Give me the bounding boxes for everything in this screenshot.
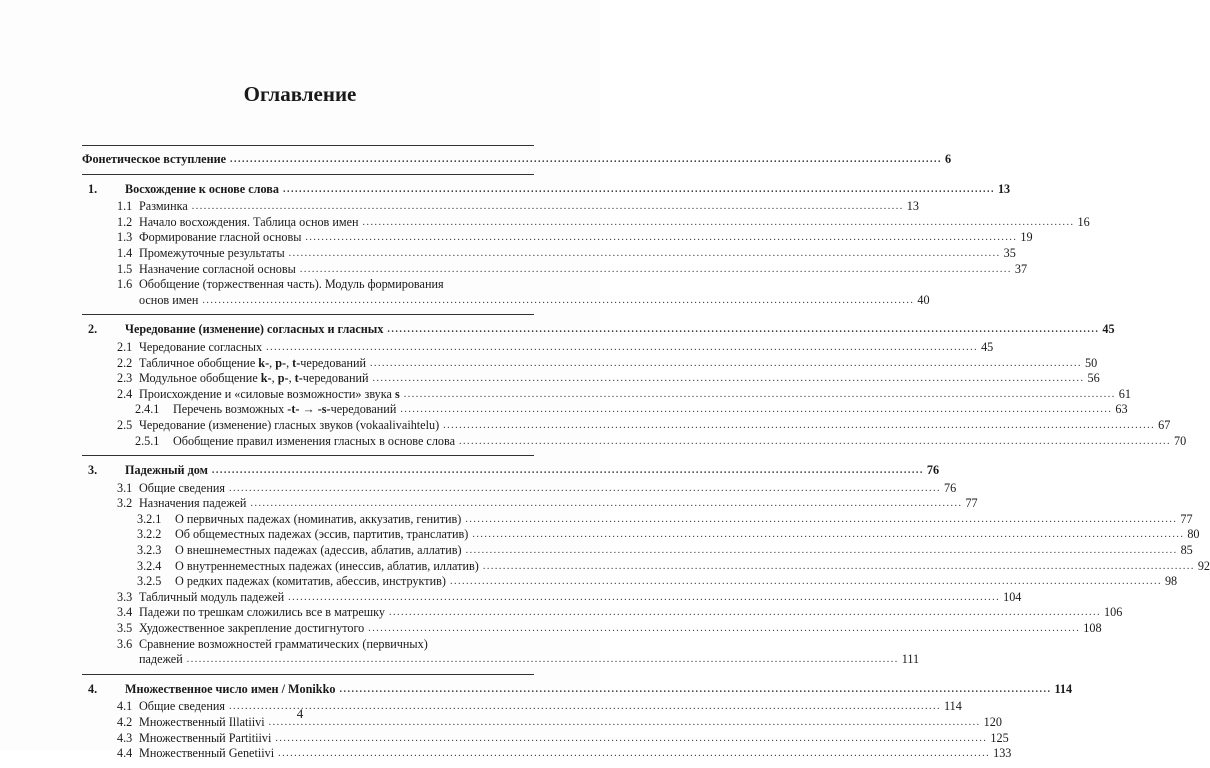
toc-section <box>82 314 1187 455</box>
dot-leader <box>192 199 904 215</box>
dot-leader <box>229 481 941 497</box>
entry-page-number <box>1144 637 1147 653</box>
entry-title-part: чередований <box>300 355 367 370</box>
entry-page-number: 104 <box>1003 589 1022 604</box>
entry-title-part: Фонетическое вступление <box>82 152 227 166</box>
entry-title-bold-part: s <box>394 386 400 401</box>
entry-page-number: 133 <box>993 746 1012 761</box>
indent <box>82 652 139 668</box>
toc-entry[interactable] <box>82 386 1131 403</box>
dot-leader <box>202 293 914 309</box>
entry-title-part: , <box>286 355 293 370</box>
toc-entry[interactable] <box>82 543 1193 559</box>
entry-title <box>139 356 370 372</box>
dot-leader <box>363 215 1075 231</box>
entry-title-part: Сравнение возможностей грамматических (первичных) <box>139 636 428 651</box>
dot-leader <box>300 262 1012 278</box>
entry-page-number: 16 <box>1077 214 1090 229</box>
entry-title <box>139 605 389 621</box>
dot-leader <box>289 246 1001 262</box>
entry-title-part: Чередование (изменение) гласных звуков (vokaalivaihtelu) <box>139 417 440 432</box>
entry-number: 3.1 <box>117 480 133 495</box>
dot-leader <box>389 605 1101 621</box>
toc-entry-continuation[interactable] <box>82 292 930 309</box>
entry-title <box>173 434 459 450</box>
toc-entry[interactable] <box>82 214 1090 231</box>
entry-page-number: 6 <box>945 152 952 166</box>
entry-number: 3. <box>88 463 98 478</box>
toc-entry[interactable] <box>82 480 957 497</box>
entry-page-number: 114 <box>943 699 962 714</box>
entry-page-number: 45 <box>981 339 994 354</box>
entry-title-bold-part: p- <box>275 355 287 370</box>
toc-entry[interactable] <box>82 355 1098 372</box>
toc-entry[interactable] <box>82 637 534 653</box>
entry-title <box>139 590 288 606</box>
dot-leader <box>443 418 1155 434</box>
toc-entry[interactable] <box>82 605 1123 621</box>
entry-title <box>125 463 212 479</box>
entry-number: 4.2 <box>117 715 133 729</box>
entry-page-number: 76 <box>926 463 940 478</box>
entry-title <box>139 340 266 356</box>
entry-title <box>175 574 450 590</box>
entry-title-part: Чередование согласных <box>139 339 263 354</box>
entry-title-part: Происхождение и «силовые возможности» звука <box>139 386 395 401</box>
entry-title-part: , <box>269 355 276 370</box>
entry-title-part: Множественный Partitiivi <box>139 730 272 745</box>
entry-title-part: Общие сведения <box>139 480 225 495</box>
toc-entry[interactable] <box>82 730 1009 747</box>
entry-page-number: 106 <box>1104 605 1123 620</box>
entry-title-part: Разминка <box>139 199 188 214</box>
entry-title <box>139 215 363 231</box>
page-number: 4 <box>296 706 304 721</box>
toc-section <box>82 145 952 174</box>
dot-leader <box>230 152 942 168</box>
entry-title <box>139 637 432 653</box>
dot-leader <box>283 182 995 198</box>
entry-page-number: 125 <box>990 730 1009 745</box>
toc-entry[interactable] <box>82 433 1187 450</box>
entry-number: 4.4 <box>117 746 133 761</box>
entry-title-part: О первичных падежах (номинатив, аккузатив, генитив) <box>175 511 462 526</box>
entry-page-number: 40 <box>917 292 930 307</box>
entry-page-number: 67 <box>1158 417 1171 432</box>
entry-number: 4.3 <box>117 730 133 745</box>
toc-entry[interactable] <box>82 245 1016 262</box>
entry-title-part: Формирование гласной основы <box>139 230 302 245</box>
dot-leader <box>212 463 924 479</box>
entry-title <box>125 322 387 338</box>
entry-title-bold-part: p- <box>277 371 289 386</box>
dot-leader <box>305 230 1017 246</box>
dot-leader <box>404 387 1116 403</box>
entry-title <box>175 527 472 543</box>
entry-number: 1.6 <box>117 277 133 292</box>
toc-entry[interactable] <box>82 621 1102 637</box>
entry-number: 2.4 <box>117 386 133 401</box>
entry-title-part: Обобщение правил изменения гласных в основе слова <box>173 433 456 448</box>
entry-page-number: 108 <box>1083 621 1102 636</box>
entry-title-bold-part: -t- <box>287 402 300 417</box>
entry-title-part: О редких падежах (комитатив, абессив, инструктив) <box>175 574 446 589</box>
entry-page-number: 50 <box>1085 355 1098 370</box>
dot-leader <box>400 402 1112 418</box>
entry-title-part: Падежный дом <box>125 463 208 478</box>
entry-title <box>139 731 275 747</box>
entry-title-bold-part: -s- <box>317 402 331 417</box>
entry-title-bold-part: k- <box>260 371 272 386</box>
dot-leader <box>266 340 978 356</box>
toc-entry[interactable] <box>82 230 1033 246</box>
entry-title <box>125 182 283 198</box>
toc-entry[interactable] <box>82 339 994 356</box>
entry-number: 1.4 <box>117 245 133 260</box>
entry-number: 1.3 <box>117 230 133 245</box>
entry-number: 1.2 <box>117 214 133 229</box>
entry-title <box>139 371 373 387</box>
entry-title <box>139 481 229 497</box>
dot-leader <box>373 371 1085 387</box>
entry-title-bold-part: k- <box>258 355 270 370</box>
toc-entry[interactable] <box>82 322 1115 338</box>
entry-title-part: О внешнеместных падежах (адессив, аблатив, аллатив) <box>175 543 462 558</box>
entry-title-part: → <box>299 402 318 417</box>
toc-entry[interactable] <box>82 371 1100 387</box>
dot-leader <box>339 682 1051 698</box>
entry-title <box>139 387 404 403</box>
entry-title-part: Падежи по трешкам сложились все в матрешку <box>139 605 386 620</box>
entry-page-number: 63 <box>1115 402 1128 417</box>
entry-page-number: 98 <box>1164 574 1178 589</box>
entry-title <box>175 512 465 528</box>
entry-title-part: Восхождение к основе слова <box>125 181 279 196</box>
dot-leader <box>370 356 1082 372</box>
entry-title-part: Обобщение (торжественная часть). Модуль формирования <box>139 277 444 292</box>
entry-title <box>139 262 300 278</box>
entry-title-part: чередований <box>302 371 369 386</box>
entry-page-number: 70 <box>1174 433 1187 448</box>
entry-number: 1. <box>88 181 98 196</box>
entry-page-number: 61 <box>1118 386 1131 401</box>
entry-title-part: Множественный Genetiivi <box>139 746 275 761</box>
dot-leader <box>483 559 1195 575</box>
entry-page-number: 111 <box>901 652 920 667</box>
entry-title <box>139 418 443 434</box>
entry-title-part: Табличный модуль падежей <box>139 589 285 604</box>
entry-page-number: 77 <box>1180 511 1193 526</box>
toc-section <box>82 455 1210 674</box>
toc-entry[interactable] <box>82 746 1012 762</box>
entry-title-part: , <box>288 371 295 386</box>
entry-title-part: Модульное обобщение <box>139 371 261 386</box>
dot-leader <box>250 496 962 512</box>
entry-page-number: 120 <box>983 715 1002 729</box>
entry-number: 1.5 <box>117 261 133 276</box>
entry-number: 3.2 <box>117 496 133 511</box>
toc-entry[interactable] <box>82 152 952 168</box>
entry-title-part: Назначение согласной основы <box>139 261 296 276</box>
entry-title <box>139 746 278 762</box>
indent <box>82 293 139 309</box>
entry-number: 2.5 <box>117 417 133 432</box>
entry-title <box>139 230 305 246</box>
entry-title <box>173 402 400 418</box>
entry-title-part: Перечень возможных <box>173 402 288 417</box>
toc-entry[interactable] <box>82 574 1178 590</box>
dot-leader <box>288 590 1000 606</box>
entry-title <box>175 559 483 575</box>
toc-entry[interactable] <box>82 496 978 512</box>
entry-title-continuation: основ имен <box>139 292 199 307</box>
entry-title-part: Художественное закрепление достигнутого <box>139 621 365 636</box>
toc-entry[interactable] <box>82 558 1210 575</box>
entry-number: 1.1 <box>117 199 133 214</box>
entry-title-part: Табличное обобщение <box>139 355 259 370</box>
toc-entry[interactable] <box>82 277 534 293</box>
entry-number: 3.2.3 <box>137 543 162 558</box>
entry-page-number: 85 <box>1180 543 1193 558</box>
dot-leader <box>368 621 1080 637</box>
entry-title <box>139 496 250 512</box>
entry-title-bold-part: t- <box>292 355 301 370</box>
dot-leader <box>187 652 899 668</box>
toc-entry[interactable] <box>82 261 1028 278</box>
dot-leader <box>275 731 987 747</box>
dot-leader <box>450 574 1162 590</box>
entry-page-number: 80 <box>1187 527 1200 542</box>
toc-entry-continuation[interactable] <box>82 652 920 668</box>
entry-title-part: Чередование (изменение) согласных и гласных <box>125 322 384 337</box>
entry-title-part: , <box>271 371 278 386</box>
entry-title-part: Начало восхождения. Таблица основ имен <box>139 214 359 229</box>
toc-entry[interactable] <box>82 402 1128 418</box>
entry-page-number: 56 <box>1087 371 1100 386</box>
toc-entry[interactable] <box>82 527 1200 543</box>
toc-entry[interactable] <box>82 181 1011 198</box>
entry-title-continuation: падежей <box>139 652 183 667</box>
entry-page-number: 19 <box>1020 230 1033 245</box>
entry-page-number: 13 <box>997 181 1011 196</box>
entry-page-number: 92 <box>1197 558 1210 573</box>
toc-entry[interactable] <box>82 463 940 479</box>
entry-title <box>82 152 230 168</box>
page-title: Оглавление <box>243 82 357 106</box>
dot-leader <box>278 746 990 762</box>
entry-number: 2.2 <box>117 355 133 370</box>
entry-page-number: 77 <box>965 496 978 511</box>
entry-title <box>175 543 466 559</box>
toc-entry[interactable] <box>82 417 1171 434</box>
entry-number: 3.2.1 <box>137 511 162 526</box>
entry-title-part: чередований <box>330 402 397 417</box>
entry-number: 4.1 <box>117 699 133 714</box>
toc-entry[interactable] <box>82 199 919 215</box>
entry-number: 3.2.2 <box>137 527 162 542</box>
entry-title-part: Промежуточные результаты <box>139 245 285 260</box>
toc-entry[interactable] <box>82 511 1193 528</box>
dot-leader <box>466 543 1178 559</box>
entry-page-number: 35 <box>1003 245 1016 260</box>
dot-leader <box>472 527 1184 543</box>
entry-title <box>139 277 448 293</box>
entry-title <box>139 246 289 262</box>
entry-title-bold-part: t- <box>294 371 303 386</box>
entry-number: 2.3 <box>117 371 133 386</box>
entry-number: 2.1 <box>117 339 133 354</box>
entry-title-part: Общие сведения <box>139 699 225 714</box>
entry-page-number: 76 <box>943 480 957 495</box>
table-of-contents <box>82 145 1210 768</box>
entry-page-number: 37 <box>1014 261 1028 276</box>
entry-page-number: 114 <box>1054 681 1073 696</box>
entry-title <box>139 199 192 215</box>
entry-page-number: 45 <box>1102 322 1115 337</box>
toc-entry[interactable] <box>82 589 1022 606</box>
dot-leader <box>387 322 1099 338</box>
entry-title-part: О внутреннеместных падежах (инессив, аблатив, иллатив) <box>175 558 479 573</box>
entry-title-part: Назначения падежей <box>139 496 247 511</box>
entry-title <box>139 621 368 637</box>
entry-number: 3.5 <box>117 621 133 636</box>
entry-number: 2.5.1 <box>135 433 160 448</box>
dot-leader <box>465 512 1177 528</box>
entry-number: 2. <box>88 322 98 337</box>
entry-page-number <box>1160 277 1163 293</box>
dot-leader <box>459 434 1171 450</box>
entry-title-part: Множественное число имен / Monikko <box>125 681 336 696</box>
entry-title-part: Множественный Illatiivi <box>139 715 265 729</box>
entry-number: 4. <box>88 681 98 696</box>
entry-number: 3.3 <box>117 589 133 604</box>
entry-number: 3.6 <box>117 636 133 651</box>
entry-title <box>125 682 339 698</box>
entry-number: 3.2.4 <box>137 558 162 573</box>
toc-section <box>82 174 1090 315</box>
entry-title-part: Об общеместных падежах (эссив, партитив, транслатив) <box>175 527 469 542</box>
toc-entry[interactable] <box>82 681 1073 698</box>
entry-number: 3.2.5 <box>137 574 162 589</box>
entry-number: 3.4 <box>117 605 133 620</box>
entry-page-number: 13 <box>906 199 919 214</box>
entry-number: 2.4.1 <box>135 402 160 417</box>
